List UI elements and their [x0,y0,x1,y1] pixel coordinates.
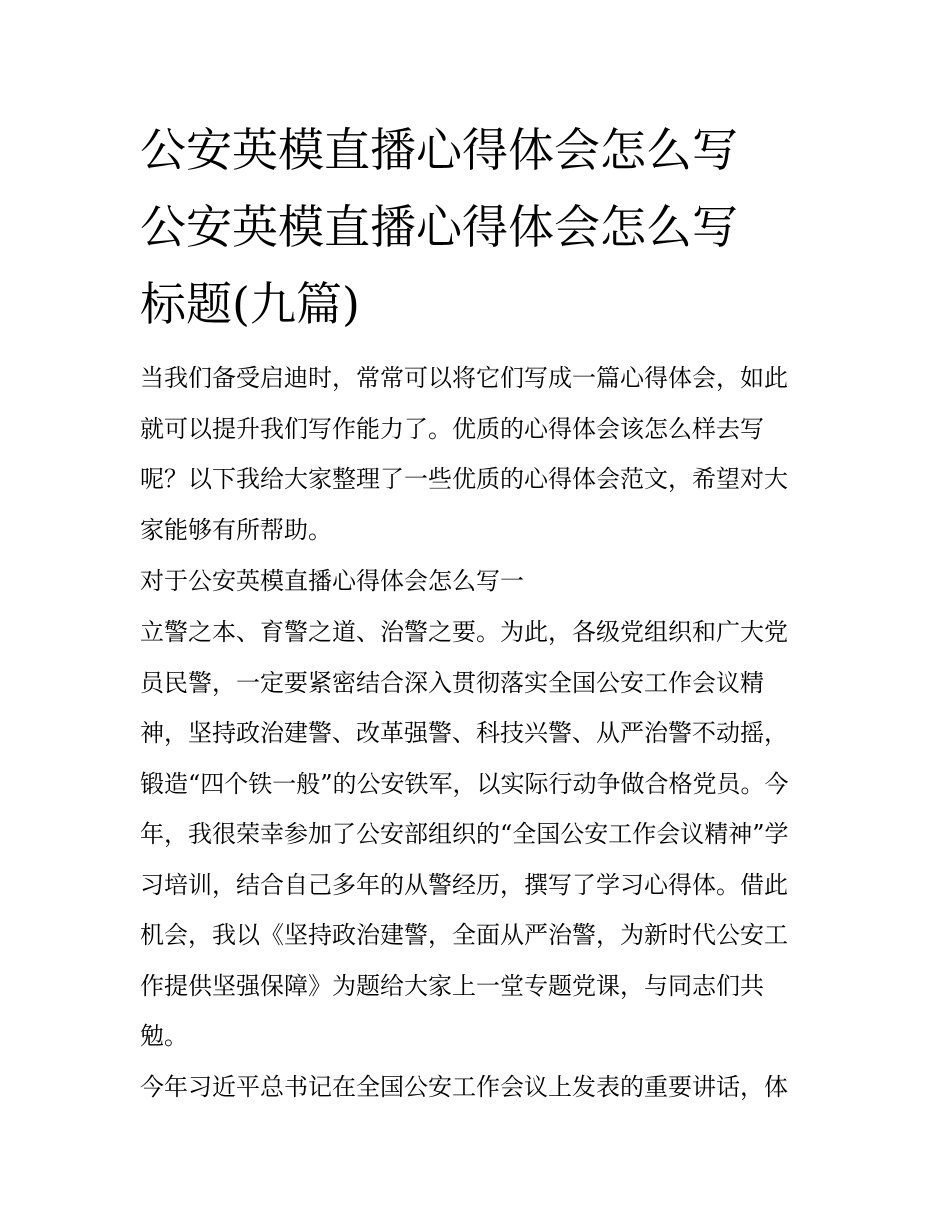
section-heading: 对于公安英模直播心得体会怎么写一 [140,567,524,595]
body-paragraph-2: 今年习近平总书记在全国公安工作会议上发表的重要讲话，体 [140,1073,788,1101]
intro-paragraph: 当我们备受启迪时，常常可以将它们写成一篇心得体会，如此 就可以提升我们写作能力了。优质的心得体会该怎么样去写 呢？以下我给大家整理了一些优质的心得体会范文，希望对大 家能够有所帮助。 [140,364,788,544]
body-paragraph-1: 立警之本、育警之道、治警之要。为此，各级党组织和广大党 员民警，一定要紧密结合深入贯彻落实全国公安工作会议精 神，坚持政治建警、改革强警、科技兴警、从严治警不动摇， 锻造“四个铁一般”的公安铁军，以实际行动争做合格党员。今 年，我很荣幸参加了公安部组织的“全国公安工作会议精神”学 习培训，结合自己多年的从警经历，撰写了学习心得体。借此 机会，我以《坚持政治建警，全面从严治警，为新时代公安工 作提供坚强保障》为题给大家上一堂专题党课，与同志们共 勉。 [140,618,789,1050]
document-title: 公安英模直播心得体会怎么写 公安英模直播心得体会怎么写 标题(九篇) [140,123,738,331]
